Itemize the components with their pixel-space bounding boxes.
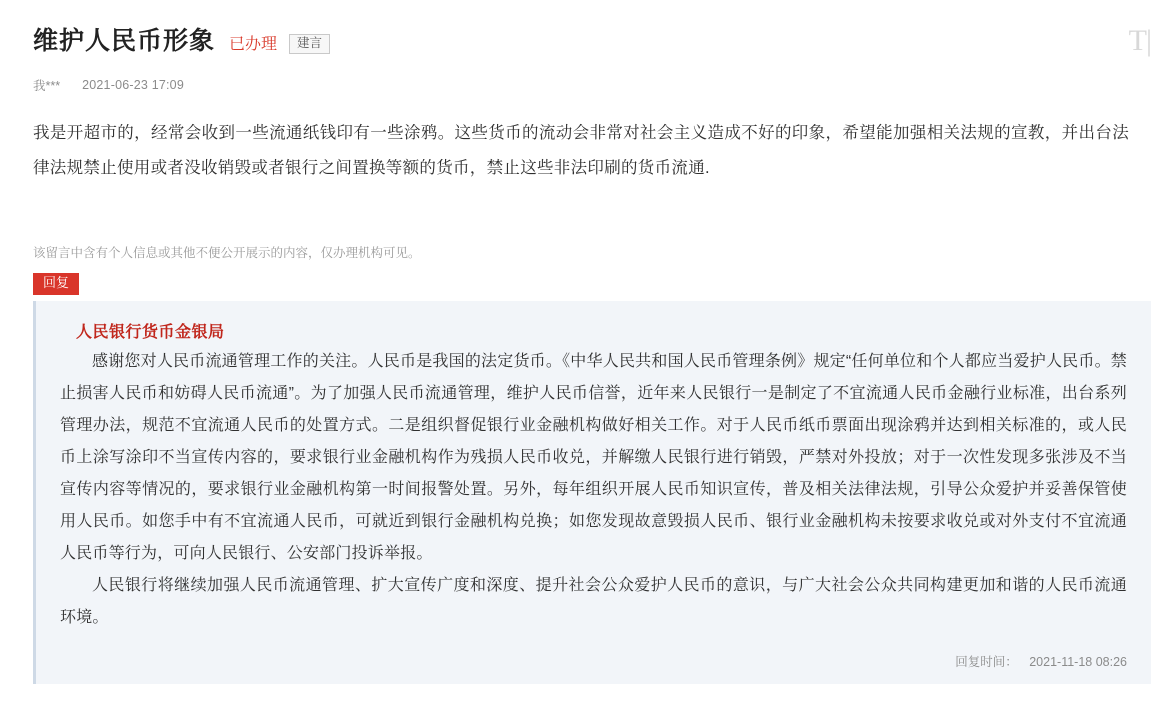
post-date: 2021-06-23 17:09 <box>82 78 184 92</box>
page-title: 维护人民币形象 <box>33 27 216 55</box>
reply-time <box>60 652 1127 670</box>
reply-paragraph: 感谢您对人民币流通管理工作的关注。人民币是我国的法定货币。《中华人民共和国人民币管理条例》规定“任何单位和个人都应当爱护人民币。禁止损害人民币和妨碍人民币流通”。为了加强人民币流通管理，维护人民币信誉，近年来人民银行一是制定了不宜流通人民币金融行业标准，出台系列管理办法，规范不宜流通人民币的处置方式。二是组织督促银行业金融机构做好相关工作。对于人民币纸币票面出现涂鸦并达到相关标准的，或人民币上涂写涂印不当宣传内容的，要求银行业金融机构作为残损人民币收兑，并解缴人民银行进行销毁，严禁对外投放；对于一次性发现多张涉及不当宣传内容等情况的，要求银行业金融机构第一时间报警处置。另外，每年组织开展人民币知识宣传，普及相关法律法规，引导公众爱护并妥善保管使用人民币。如您手中有不宜流通人民币，可就近到银行金融机构兑换；如您发现故意毁损人民币、银行业金融机构未按要求收兑或对外支付不宜流通人民币等行为，可向人民银行、公安部门投诉举报。 <box>60 352 1127 562</box>
reply-time-label: 回复时间： <box>955 654 1018 669</box>
reply-organization: 人民银行货币金银局 <box>76 323 225 341</box>
reply-badge: 回复 <box>33 273 79 295</box>
reply-body <box>60 346 1127 634</box>
post-body-text: 我是开超市的，经常会收到一些流通纸钱印有一些涂鸦。这些货币的流动会非常对社会主义造成不好的印象，希望能加强相关法规的宣教，并出台法律法规禁止使用或者没收销毁或者银行之间置换等额的货币，禁止这些非法印刷的货币流通. <box>33 124 1129 178</box>
privacy-notice: 该留言中含有个人信息或其他不便公开展示的内容，仅办理机构可见。 <box>33 245 421 260</box>
category-tag[interactable]: 建言 <box>289 34 330 54</box>
corner-logo-icon: T| <box>1128 24 1151 57</box>
post-header <box>0 0 1169 56</box>
author-name: 我*** <box>33 79 61 93</box>
reply-paragraph: 人民银行将继续加强人民币流通管理、扩大宣传广度和深度、提升社会公众爱护人民币的意识，与广大社会公众共同构建更加和谐的人民币流通环境。 <box>60 576 1127 626</box>
reply-time-value: 2021-11-18 08:26 <box>1029 654 1127 669</box>
status-badge: 已办理 <box>229 36 278 53</box>
reply-panel <box>33 301 1151 684</box>
post-meta <box>0 56 1169 94</box>
reply-tag-row <box>0 263 1169 295</box>
